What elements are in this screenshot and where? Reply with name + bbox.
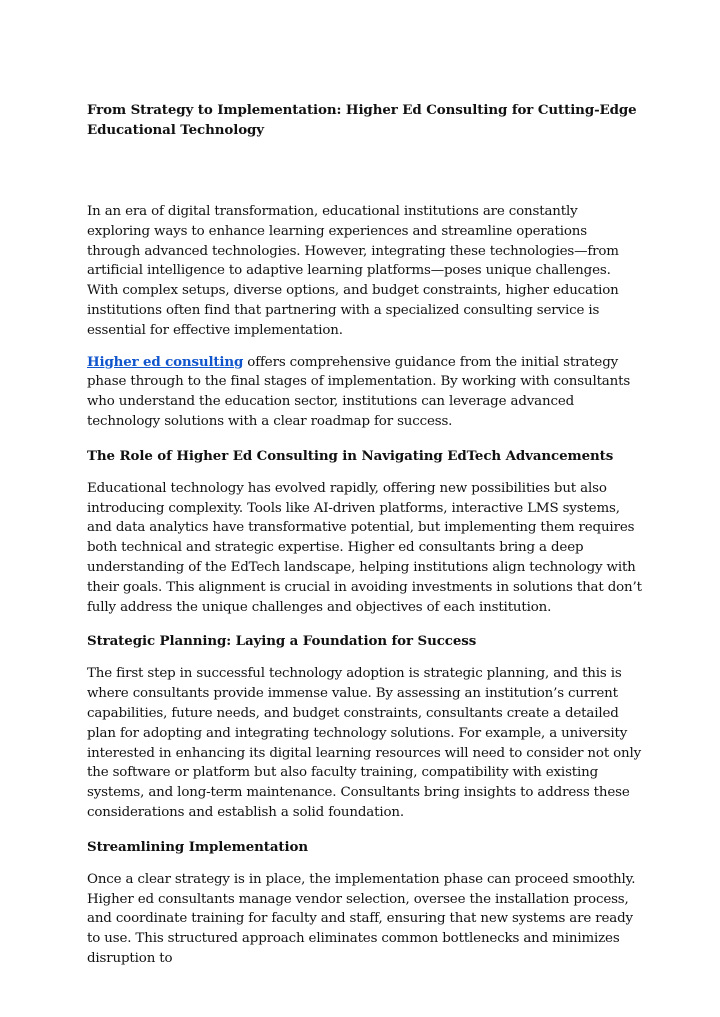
section-heading-streamlining: Streamlining Implementation	[87, 838, 308, 855]
document-page	[87, 100, 642, 981]
higher-ed-consulting-link[interactable]: Higher ed consulting	[87, 353, 244, 370]
section-body-role: Educational technology has evolved rapidly, offering new possibilities but also introducing complexity. Tools like AI-driven platforms, interactive LMS systems, and data analytics have transformative potential, but implementing them requires both technical and strategic expertise. Higher ed consultants bring a deep understanding of the EdTech landscape, helping institutions align technology with their goals. This alignment is crucial in avoiding investments in solutions that don’t fully address the unique challenges and objectives of each institution.	[87, 480, 642, 615]
section-heading-role: The Role of Higher Ed Consulting in Navigating EdTech Advancements	[87, 447, 614, 464]
link-paragraph	[87, 353, 642, 432]
section-heading-strategic-planning: Strategic Planning: Laying a Foundation for Success	[87, 633, 477, 650]
document-title: From Strategy to Implementation: Higher Ed Consulting for Cutting-Edge Educational Technology	[87, 102, 637, 138]
section-body-strategic-planning: The first step in successful technology adoption is strategic planning, and this is where consultants provide immense value. By assessing an institution’s current capabilities, future needs, and budget constraints, consultants create a detailed plan for adopting and integrating technology solutions. For example, a university interested in enhancing its digital learning resources will need to consider not only the software or platform but also faculty training, compatibility with existing systems, and long-term maintenance. Consultants bring insights to address these considerations and establish a solid foundation.	[87, 666, 642, 820]
intro-paragraph: In an era of digital transformation, educational institutions are constantly exploring ways to enhance learning experiences and streamline operations through advanced technologies. However, integrating these technologies—from artificial intelligence to adaptive learning platforms—poses unique challenges. With complex setups, diverse options, and budget constraints, higher education institutions often find that partnering with a specialized consulting service is essential for effective implementation.	[87, 204, 619, 338]
section-body-streamlining: Once a clear strategy is in place, the implementation phase can proceed smoothly. Higher ed consultants manage vendor selection, oversee the installation process, and coordinate training for faculty and staff, ensuring that new systems are ready to use. This structured approach eliminates common bottlenecks and minimizes disruption to	[87, 871, 636, 966]
link-paragraph-text: offers comprehensive guidance from the initial strategy phase through to the final stages of implementation. By working with consultants who understand the education sector, institutions can leverage advanced technology solutions with a clear roadmap for success.	[87, 354, 631, 429]
